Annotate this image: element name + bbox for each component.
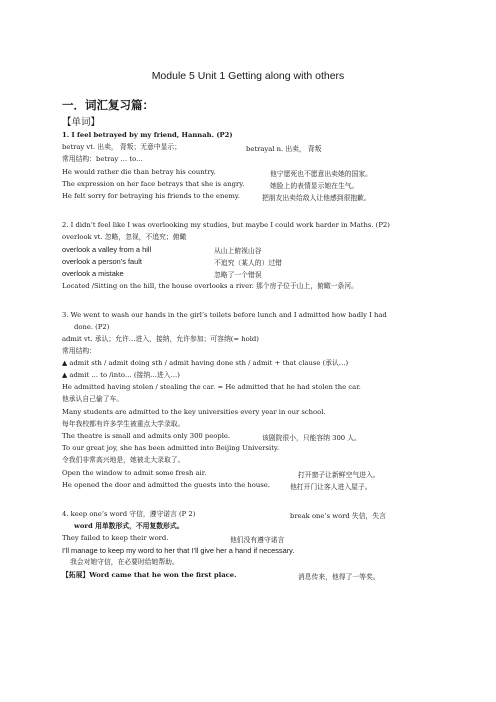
example-en: The theatre is small and admits only 300 people. xyxy=(62,432,231,440)
phrase-en: overlook a mistake xyxy=(62,269,124,278)
phrase-en: overlook a valley from a hill xyxy=(62,245,152,254)
example-sentence: Located /Sitting on the hill, the house overlooks a river. 那个房子位于山上，俯瞰一条河。 xyxy=(62,282,358,290)
example-en: Many students are admitted to the key universities every year in our school. xyxy=(62,408,326,416)
example-cn: 他们没有遵守诺言 xyxy=(230,536,285,544)
extension-en: 【拓展】Word came that he won the first place. xyxy=(62,571,237,579)
section-heading: 一．词汇复习篇： xyxy=(62,98,154,112)
example-en: He would rather die than betray his country. xyxy=(62,168,216,176)
item-1-structure: 常用结构：betray … to… xyxy=(62,155,143,163)
item-4-note: word 用单数形式，不用复数形式。 xyxy=(74,522,184,530)
extension-cn: 消息传来，他得了一等奖。 xyxy=(298,573,380,581)
example-cn: 令我们非常高兴地是，她被北大录取了。 xyxy=(62,456,185,464)
phrase-en: overlook a person’s fault xyxy=(62,257,142,266)
phrase-cn: 从山上俯视山谷 xyxy=(214,247,262,255)
example-en: The expression on her face betrays that she is angry. xyxy=(62,180,245,188)
item-3-sentence: 3. We went to wash our hands in the girl’s toilets before lunch and I admitted how badly I had xyxy=(62,311,387,319)
phrase-cn: 忽略了一个错误 xyxy=(214,271,262,279)
example-cn: 把朋友出卖给敌人让他感到很抱歉。 xyxy=(262,194,371,202)
example-cn: 他打开门让客人进入屋子。 xyxy=(290,483,372,491)
item-3-sentence-cont: done. (P2) xyxy=(74,323,110,331)
example-cn: 她脸上的表情显示她在生气。 xyxy=(270,182,359,190)
item-3-structure-label: 常用结构： xyxy=(62,347,96,355)
item-1-definition: betray vt. 出卖， 背叛；无意中显示； xyxy=(62,143,182,151)
subsection-heading: 【单词】 xyxy=(62,117,101,128)
item-2-sentence: 2. I didn’t feel like I was overlooking my studies, but maybe I could work harder in Maths. (P2) xyxy=(62,221,390,229)
example-en: I’ll manage to keep my word to her that I’ll give her a hand if necessary. xyxy=(62,546,295,555)
example-cn: 他承认自己偷了车。 xyxy=(62,395,124,403)
example-en: To our great joy, she has been admitted into Beijing University. xyxy=(62,444,280,452)
item-3-definition: admit vt. 承认；允许…进入，接纳，允许参加；可容纳(= hold) xyxy=(62,335,259,343)
example-en: He opened the door and admitted the guests into the house. xyxy=(62,481,270,489)
item-1-derivative: betrayal n. 出卖， 背叛 xyxy=(246,145,322,153)
item-4-antonym: break one’s word 失信，失言 xyxy=(290,512,386,520)
structure-line: ▲ admit … to /into… (接纳…进入…) xyxy=(62,371,180,379)
example-en: Open the window to admit some fresh air. xyxy=(62,469,207,477)
structure-line: ▲ admit sth / admit doing sth / admit having done sth / admit + that clause (承认…) xyxy=(62,359,349,367)
item-4-phrase: 4. keep one’s word 守信，遵守诺言 (P 2) xyxy=(62,510,196,518)
example-cn: 我会对她守信，在必要时给她帮助。 xyxy=(70,558,179,566)
example-cn: 打开窗子让新鲜空气进入。 xyxy=(298,471,380,479)
example-en: They failed to keep their word. xyxy=(62,534,169,542)
example-en: He admitted having stolen / stealing the car. = He admitted that he had stolen the car. xyxy=(62,383,361,391)
example-en: He felt sorry for betraying his friends to the enemy. xyxy=(62,192,240,200)
page-title: Module 5 Unit 1 Getting along with others xyxy=(151,70,345,82)
item-2-definition: overlook vt. 忽略，忽视，不追究；俯瞰 xyxy=(62,233,187,241)
example-cn: 每年我校都有许多学生被重点大学录取。 xyxy=(62,420,185,428)
item-1-sentence: 1. I feel betrayed by my friend, Hannah. (P2) xyxy=(62,131,233,139)
example-cn: 该剧院很小，只能容纳 300 人。 xyxy=(262,434,361,442)
example-cn: 他宁愿死也不愿意出卖她的国家。 xyxy=(270,170,372,178)
phrase-cn: 不追究（某人的）过错 xyxy=(214,259,282,267)
